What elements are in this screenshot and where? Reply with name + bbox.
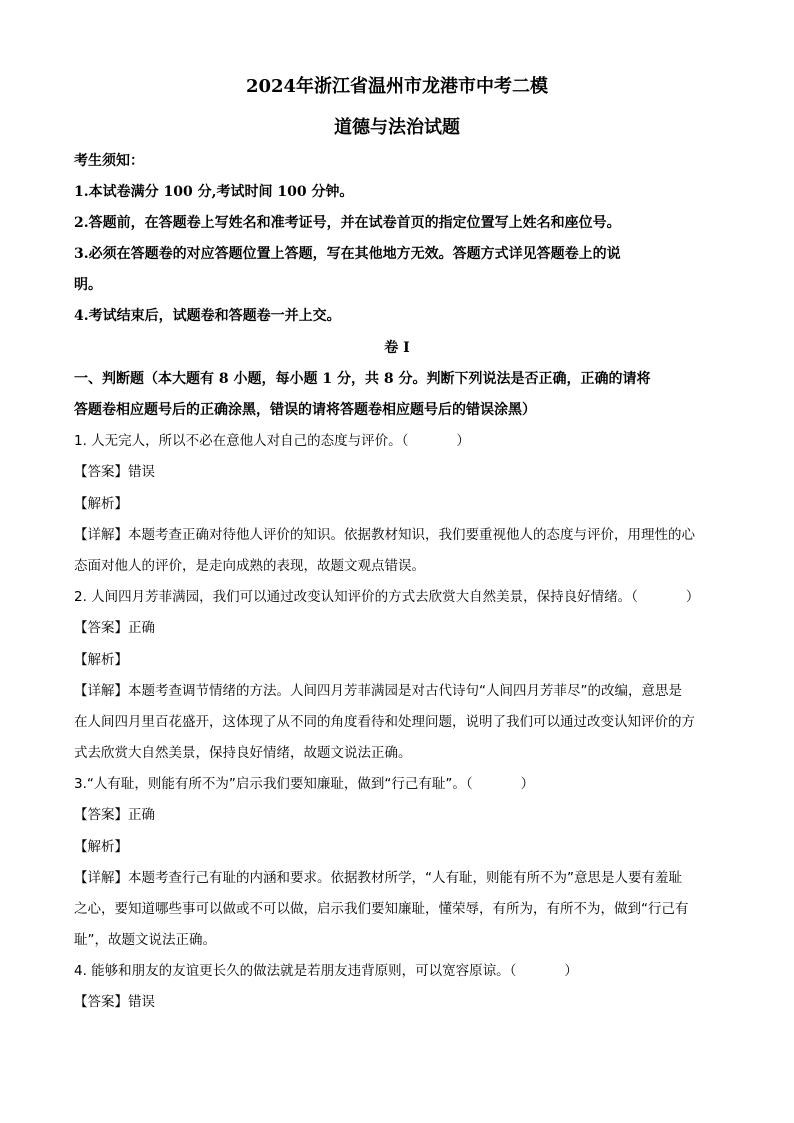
question-2-detail-2: 在人间四月里百花盛开，这体现了从不同的角度看待和处理问题，说明了我们可以通过改变认知评价的方 bbox=[74, 714, 695, 730]
answer-value: 错误 bbox=[128, 464, 155, 480]
question-2-analysis-label: 【解析】 bbox=[74, 652, 128, 668]
notice-item-1: 1.本试卷满分 100 分,考试时间 100 分钟。 bbox=[74, 184, 354, 200]
question-3-answer bbox=[74, 805, 720, 825]
section-heading-line1: 一、判断题（本大题有 8 小题，每小题 1 分，共 8 分。判断下列说法是否正确，正确的请将 bbox=[74, 371, 651, 387]
question-2-answer bbox=[74, 618, 720, 638]
answer-value: 正确 bbox=[128, 620, 155, 636]
question-1-analysis-label: 【解析】 bbox=[74, 496, 128, 512]
notice-heading: 考生须知： bbox=[74, 153, 144, 169]
question-3-analysis-label: 【解析】 bbox=[74, 839, 128, 855]
detail-label: 【详解】 bbox=[74, 527, 128, 543]
question-3-detail-3: 耻”，故题文说法正确。 bbox=[74, 932, 216, 948]
answer-label: 【答案】 bbox=[74, 994, 128, 1010]
notice-item-4: 4.考试结束后，试题卷和答题卷一并上交。 bbox=[74, 308, 341, 324]
answer-value: 错误 bbox=[128, 994, 155, 1010]
question-4-stem: 4. 能够和朋友的友谊更长久的做法就是若朋友违背原则，可以宽容原谅。（ ） bbox=[74, 963, 578, 979]
page-subtitle: 道德与法治试题 bbox=[334, 117, 460, 138]
question-1-detail-1: 【详解】本题考查正确对待他人评价的知识。依据教材知识，我们要重视他人的态度与评价，用理性的心 bbox=[74, 527, 695, 543]
volume-label: 卷 I bbox=[384, 340, 410, 356]
question-1-answer bbox=[74, 462, 720, 482]
answer-label: 【答案】 bbox=[74, 807, 128, 823]
question-1-detail-2: 态面对他人的评价，是走向成熟的表现，故题文观点错误。 bbox=[74, 558, 425, 574]
notice-item-3: 3.必须在答题卷的对应答题位置上答题，写在其他地方无效。答题方式详见答题卷上的说 bbox=[74, 246, 621, 262]
detail-label: 【详解】 bbox=[74, 683, 128, 699]
question-3-detail-2: 之心，要知道哪些事可以做或不可以做，启示我们要知廉耻，懂荣辱，有所为，有所不为，做到“行己有 bbox=[74, 901, 689, 917]
page-title: 2024年浙江省温州市龙港市中考二模 bbox=[245, 76, 549, 97]
question-3-detail-1: 【详解】本题考查行己有耻的内涵和要求。依据教材所学，“人有耻，则能有所不为”意思是人要有羞耻 bbox=[74, 870, 682, 886]
question-1-stem: 1. 人无完人，所以不必在意他人对自己的态度与评价。（ ） bbox=[74, 433, 470, 449]
detail-label: 【详解】 bbox=[74, 870, 128, 886]
question-2-detail-1: 【详解】本题考查调节情绪的方法。人间四月芳菲满园是对古代诗句“人间四月芳菲尽”的改编，意思是 bbox=[74, 683, 682, 699]
question-2-stem: 2. 人间四月芳菲满园，我们可以通过改变认知评价的方式去欣赏大自然美景，保持良好情绪。（ ） bbox=[74, 589, 700, 605]
notice-item-3-cont: 明。 bbox=[74, 277, 102, 293]
answer-label: 【答案】 bbox=[74, 464, 128, 480]
question-4-answer bbox=[74, 992, 720, 1012]
question-3-stem: 3.“人有耻，则能有所不为”启示我们要知廉耻，做到“行己有耻”。（ ） bbox=[74, 776, 535, 792]
notice-item-2: 2.答题前，在答题卷上写姓名和准考证号，并在试卷首页的指定位置写上姓名和座位号。 bbox=[74, 215, 621, 231]
question-2-detail-3: 式去欣赏大自然美景，保持良好情绪，故题文说法正确。 bbox=[74, 745, 412, 761]
answer-value: 正确 bbox=[128, 807, 155, 823]
section-heading-line2: 答题卷相应题号后的正确涂黑，错误的请将答题卷相应题号后的错误涂黑） bbox=[74, 402, 536, 418]
answer-label: 【答案】 bbox=[74, 620, 128, 636]
